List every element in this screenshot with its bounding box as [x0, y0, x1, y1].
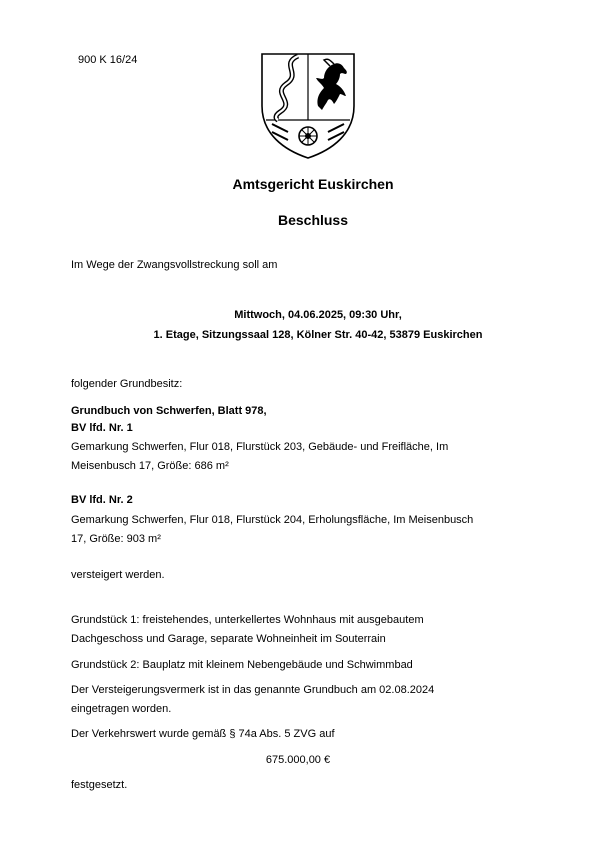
nrw-coat-of-arms-icon — [258, 48, 358, 160]
verkehrswert-amount: 675.000,00 € — [265, 754, 331, 766]
vermerk-line2: eingetragen worden. — [71, 703, 172, 715]
aktenzeichen: 900 K 16/24 — [78, 54, 138, 66]
festgesetzt-text: festgesetzt. — [71, 779, 128, 791]
grundbesitz-intro: folgender Grundbesitz: — [71, 378, 183, 390]
vermerk-line1: Der Versteigerungsvermerk ist in das genannte Grundbuch am 02.08.2024 — [71, 684, 435, 696]
grundstueck-1-line1: Grundstück 1: freistehendes, unterkellertes Wohnhaus mit ausgebautem — [71, 614, 424, 626]
item-1-line2: Meisenbusch 17, Größe: 686 m² — [71, 460, 229, 472]
grundstueck-1-line2: Dachgeschoss und Garage, separate Wohneinheit im Souterrain — [71, 633, 386, 645]
termin-place: 1. Etage, Sitzungssaal 128, Kölner Str. 40-42, 53879 Euskirchen — [153, 329, 483, 341]
termin-date: Mittwoch, 04.06.2025, 09:30 Uhr, — [234, 309, 402, 321]
item-1-heading: BV lfd. Nr. 1 — [71, 422, 133, 434]
versteigert-text: versteigert werden. — [71, 569, 165, 581]
court-name: Amtsgericht Euskirchen — [232, 176, 394, 192]
grundbuch-heading: Grundbuch von Schwerfen, Blatt 978, — [71, 405, 267, 417]
item-2-heading: BV lfd. Nr. 2 — [71, 494, 133, 506]
grundstueck-2-text: Grundstück 2: Bauplatz mit kleinem Nebengebäude und Schwimmbad — [71, 659, 413, 671]
item-2-line2: 17, Größe: 903 m² — [71, 533, 161, 545]
document-title: Beschluss — [277, 212, 349, 228]
intro-text: Im Wege der Zwangsvollstreckung soll am — [71, 259, 278, 271]
item-1-line1: Gemarkung Schwerfen, Flur 018, Flurstück 203, Gebäude- und Freifläche, Im — [71, 441, 449, 453]
verkehrswert-intro: Der Verkehrswert wurde gemäß § 74a Abs. 5 ZVG auf — [71, 728, 335, 740]
item-2-line1: Gemarkung Schwerfen, Flur 018, Flurstück 204, Erholungsfläche, Im Meisenbusch — [71, 514, 474, 526]
